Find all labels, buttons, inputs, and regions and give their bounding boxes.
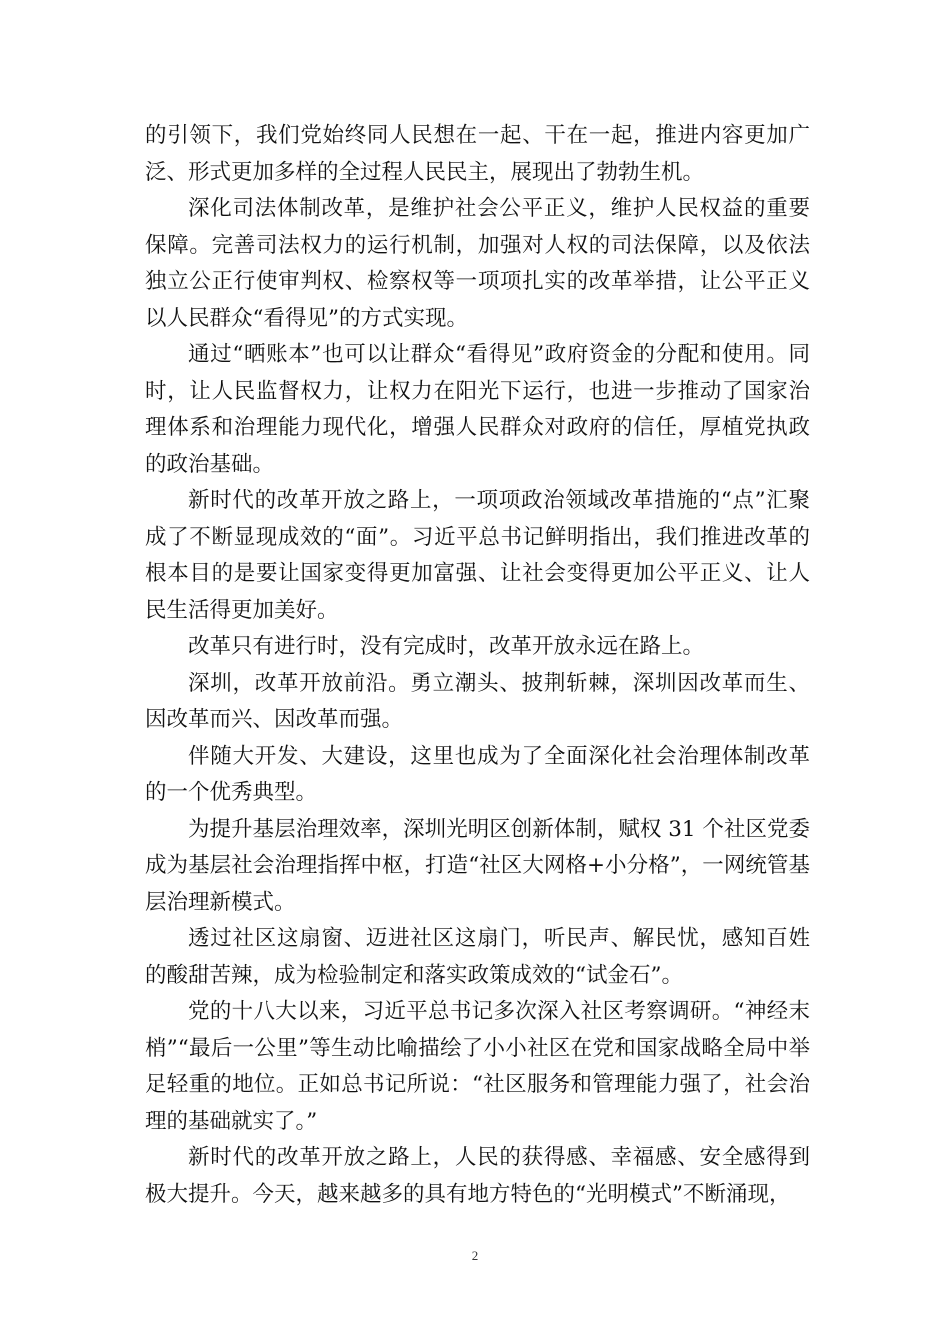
paragraph-development: 伴随大开发、大建设，这里也成为了全面深化社会治理体制改革的一个优秀典型。 <box>145 743 810 805</box>
paragraph-public-accounts: 通过“晒账本”也可以让群众“看得见”政府资金的分配和使用。同时，让人民监督权力，让权力在阳光下运行，也进一步推动了国家治理体系和治理能力现代化，增强人民群众对政府的信任，厚植党执政的政治基础。 <box>145 342 810 477</box>
paragraph-shenzhen: 深圳，改革开放前沿。勇立潮头、披荆斩棘，深圳因改革而生、因改革而兴、因改革而强。 <box>145 670 810 732</box>
paragraph-new-era: 新时代的改革开放之路上，人民的获得感、幸福感、安全感得到极大提升。今天，越来越多的具有地方特色的“光明模式”不断涌现， <box>145 1145 810 1207</box>
paragraph-continued: 的引领下，我们党始终同人民想在一起、干在一起，推进内容更加广泛、形式更加多样的全过程人民民主，展现出了勃勃生机。 <box>145 123 810 185</box>
body-text <box>145 118 810 1213</box>
paragraph-community-window: 透过社区这扇窗、迈进社区这扇门，听民声、解民忧，感知百姓的酸甜苦辣，成为检验制定和落实政策成效的“试金石”。 <box>145 926 810 988</box>
paragraph-reform-ongoing: 改革只有进行时，没有完成时，改革开放永远在路上。 <box>188 634 705 659</box>
paragraph-community-visits: 党的十八大以来，习近平总书记多次深入社区考察调研。“神经末梢”“最后一公里”等生动比喻描绘了小小社区在党和国家战略全局中举足轻重的地位。正如总书记所说：“社区服务和管理能力强了，社会治理的基础就实了。” <box>145 999 810 1134</box>
paragraph-political-reform: 新时代的改革开放之路上，一项项政治领域改革措施的“点”汇聚成了不断显现成效的“面”。习近平总书记鲜明指出，我们推进改革的根本目的是要让国家变得更加富强、让社会变得更加公平正义、让人民生活得更加美好。 <box>145 488 810 623</box>
paragraph-judicial-reform: 深化司法体制改革，是维护社会公平正义，维护人民权益的重要保障。完善司法权力的运行机制，加强对人权的司法保障，以及依法独立公正行使审判权、检察权等一项项扎实的改革举措，让公平正义以人民群众“看得见”的方式实现。 <box>145 196 810 331</box>
paragraph-guangming-district: 为提升基层治理效率，深圳光明区创新体制，赋权 31 个社区党委成为基层社会治理指挥中枢，打造“社区大网格+小分格”，一网统管基层治理新模式。 <box>145 816 810 915</box>
page-number: 2 <box>471 1248 479 1263</box>
